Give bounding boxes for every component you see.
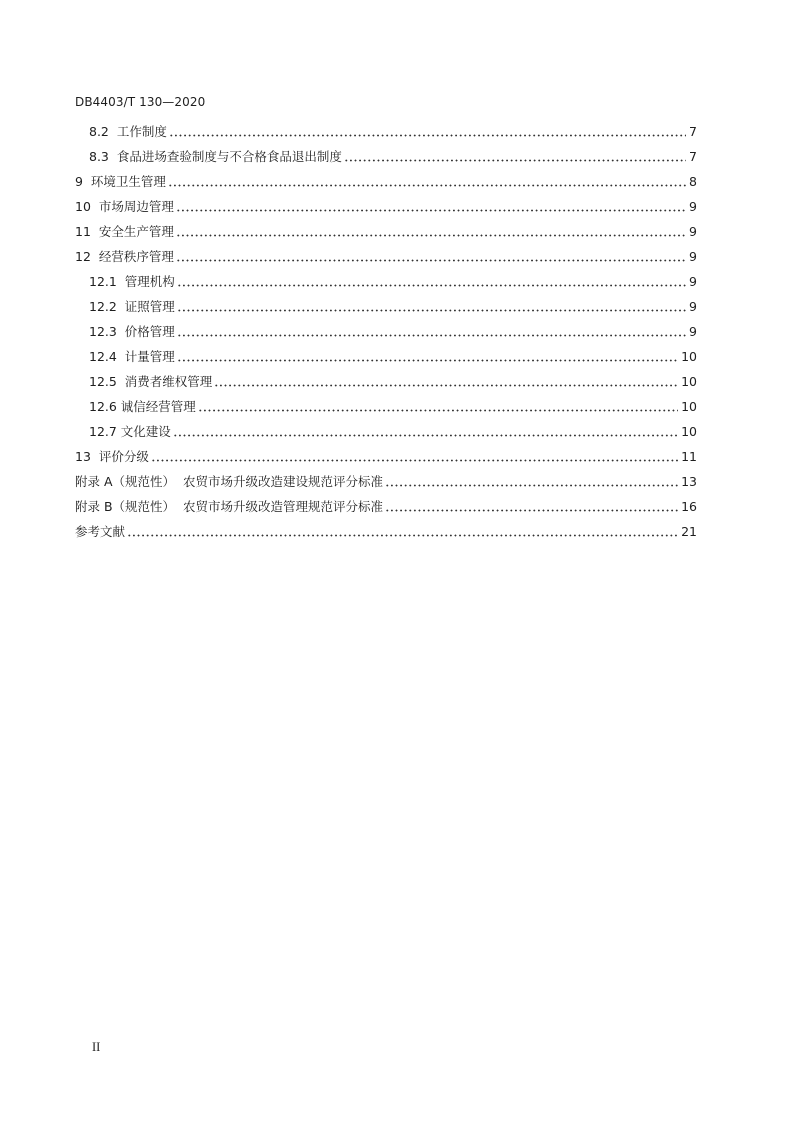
dot-leader xyxy=(344,152,686,162)
toc-entry-title: 参考文献 xyxy=(75,524,126,539)
toc-entry-title: 附录 B（规范性） 农贸市场升级改造管理规范评分标准 xyxy=(75,499,383,514)
dot-leader xyxy=(177,277,686,287)
toc-entry-title: 8.2 工作制度 xyxy=(89,124,167,139)
toc-entry-page: 10 xyxy=(681,374,697,389)
toc-entry[interactable] xyxy=(75,319,697,344)
toc-entry-page: 9 xyxy=(689,274,697,289)
toc-entry-page: 9 xyxy=(689,324,697,339)
toc-entry[interactable] xyxy=(75,344,697,369)
toc-entry-title: 12.5 消费者维权管理 xyxy=(89,374,213,389)
toc-entry[interactable] xyxy=(75,394,697,419)
toc-entry-title: 12.4 计量管理 xyxy=(89,349,175,364)
toc-entry-title: 12.1 管理机构 xyxy=(89,274,175,289)
dot-leader xyxy=(151,452,678,462)
toc-entry[interactable] xyxy=(75,444,697,469)
toc-entry-title: 12 经营秩序管理 xyxy=(75,249,174,264)
dot-leader xyxy=(168,177,686,187)
dot-leader xyxy=(176,252,686,262)
dot-leader xyxy=(127,527,678,537)
toc-entry[interactable] xyxy=(75,119,697,144)
toc-entry[interactable] xyxy=(75,469,697,494)
toc-entry-page: 9 xyxy=(689,199,697,214)
dot-leader xyxy=(169,127,686,137)
toc-entry[interactable] xyxy=(75,194,697,219)
toc-entry-page: 10 xyxy=(681,399,697,414)
toc-entry[interactable] xyxy=(75,269,697,294)
toc-entry-title: 12.6 诚信经营管理 xyxy=(89,399,196,414)
toc-entry-page: 7 xyxy=(689,149,697,164)
toc-entry-title: 12.2 证照管理 xyxy=(89,299,175,314)
toc-entry-title: 8.3 食品进场查验制度与不合格食品退出制度 xyxy=(89,149,342,164)
toc-entry-title: 11 安全生产管理 xyxy=(75,224,174,239)
dot-leader xyxy=(385,477,678,487)
toc-entry-title: 10 市场周边管理 xyxy=(75,199,174,214)
dot-leader xyxy=(176,202,686,212)
toc-entry-title: 9 环境卫生管理 xyxy=(75,174,166,189)
dot-leader xyxy=(177,302,686,312)
toc-entry-title: 附录 A（规范性） 农贸市场升级改造建设规范评分标准 xyxy=(75,474,383,489)
toc-entry-page: 9 xyxy=(689,249,697,264)
dot-leader xyxy=(214,377,678,387)
toc-entry-page: 21 xyxy=(681,524,697,539)
toc-entry-page: 9 xyxy=(689,224,697,239)
toc-entry-page: 7 xyxy=(689,124,697,139)
toc-entry-page: 9 xyxy=(689,299,697,314)
toc-entry-page: 13 xyxy=(681,474,697,489)
toc-entry[interactable] xyxy=(75,219,697,244)
dot-leader xyxy=(176,227,686,237)
dot-leader xyxy=(177,352,678,362)
toc-entry[interactable] xyxy=(75,294,697,319)
page-number: II xyxy=(92,1040,101,1054)
dot-leader xyxy=(173,427,678,437)
toc-entry[interactable] xyxy=(75,494,697,519)
dot-leader xyxy=(385,502,678,512)
toc-entry-page: 11 xyxy=(681,449,697,464)
toc-entry[interactable] xyxy=(75,144,697,169)
toc-entry[interactable] xyxy=(75,244,697,269)
toc-entry[interactable] xyxy=(75,169,697,194)
toc-entry-title: 12.7 文化建设 xyxy=(89,424,171,439)
dot-leader xyxy=(177,327,686,337)
toc-entry[interactable] xyxy=(75,369,697,394)
toc-entry[interactable] xyxy=(75,519,697,544)
toc-entry-page: 10 xyxy=(681,424,697,439)
dot-leader xyxy=(198,402,678,412)
document-code-header: DB4403/T 130—2020 xyxy=(75,95,206,109)
table-of-contents xyxy=(75,119,697,544)
toc-entry-page: 16 xyxy=(681,499,697,514)
toc-entry[interactable] xyxy=(75,419,697,444)
toc-entry-page: 10 xyxy=(681,349,697,364)
toc-entry-page: 8 xyxy=(689,174,697,189)
toc-entry-title: 12.3 价格管理 xyxy=(89,324,175,339)
toc-entry-title: 13 评价分级 xyxy=(75,449,149,464)
